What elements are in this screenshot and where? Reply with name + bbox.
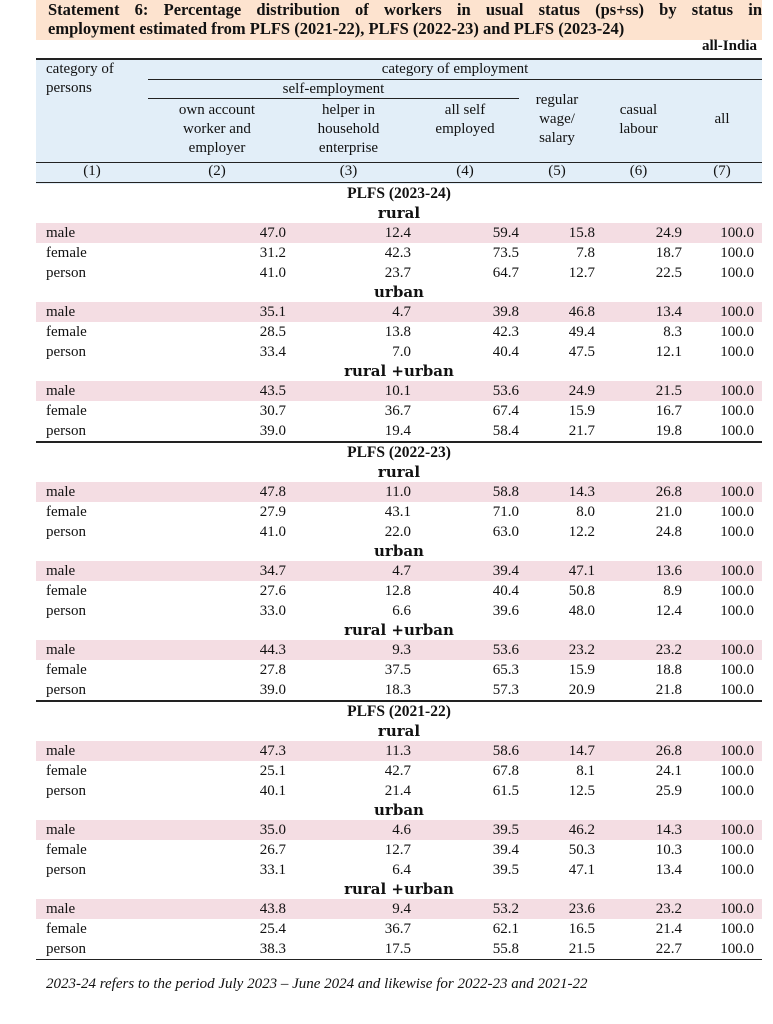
cell-own-account: 31.2 [259, 244, 286, 261]
cell-regular-wage: 14.7 [568, 742, 595, 759]
group-title: rural +urban [344, 621, 454, 639]
colnum-7: (7) [713, 163, 731, 179]
cell-all: 100.0 [720, 244, 754, 261]
cell-all: 100.0 [720, 900, 754, 917]
cell-regular-wage: 50.8 [568, 582, 595, 599]
cell-own-account: 43.8 [259, 900, 286, 917]
cell-own-account: 28.5 [259, 323, 286, 340]
self-employment-rule [148, 98, 519, 99]
header-bottom-rule [36, 182, 762, 183]
cell-category: female [46, 503, 87, 520]
table-row [36, 342, 762, 362]
col3-header-l1: helper in [322, 102, 375, 118]
cell-regular-wage: 20.9 [568, 681, 595, 698]
col2-header-l2: worker and [183, 121, 251, 137]
table-row [36, 401, 762, 421]
cell-all: 100.0 [720, 742, 754, 759]
section-title: PLFS (2023-24) [347, 185, 451, 202]
cell-helper: 10.1 [384, 382, 411, 399]
cell-helper: 11.3 [385, 742, 411, 759]
cell-casual-labour: 26.8 [655, 742, 682, 759]
cell-category: female [46, 920, 87, 937]
cell-all-self-employed: 55.8 [492, 940, 519, 957]
cell-helper: 12.8 [384, 582, 411, 599]
cell-casual-labour: 24.8 [655, 523, 682, 540]
cell-casual-labour: 14.3 [655, 821, 682, 838]
table-row [36, 939, 762, 959]
footnote: 2023-24 refers to the period July 2023 – June 2024 and likewise for 2022-23 and 2021-22 [46, 976, 588, 992]
cell-helper: 18.3 [384, 681, 411, 698]
cell-helper: 4.6 [392, 821, 411, 838]
cell-category: female [46, 582, 87, 599]
cell-all-self-employed: 40.4 [492, 343, 519, 360]
cell-helper: 4.7 [392, 303, 411, 320]
cell-all: 100.0 [720, 641, 754, 658]
cell-helper: 9.3 [392, 641, 411, 658]
table-row [36, 781, 762, 801]
cell-casual-labour: 21.5 [655, 382, 682, 399]
cell-casual-labour: 19.8 [655, 422, 682, 439]
table-row [36, 840, 762, 860]
cell-regular-wage: 8.1 [576, 762, 595, 779]
cell-category: person [46, 940, 86, 957]
cell-all-self-employed: 57.3 [492, 681, 519, 698]
col5-header-l1: regular [535, 92, 579, 108]
cell-all: 100.0 [720, 224, 754, 241]
cell-casual-labour: 10.3 [655, 841, 682, 858]
cell-all: 100.0 [720, 661, 754, 678]
cell-all-self-employed: 40.4 [492, 582, 519, 599]
cell-regular-wage: 47.5 [568, 343, 595, 360]
table-row [36, 482, 762, 502]
cell-regular-wage: 50.3 [568, 841, 595, 858]
cell-category: female [46, 323, 87, 340]
cell-all: 100.0 [720, 303, 754, 320]
cell-own-account: 47.3 [259, 742, 286, 759]
cell-regular-wage: 46.8 [568, 303, 595, 320]
col2-header-l1: own account [178, 102, 256, 118]
cell-regular-wage: 49.4 [568, 323, 595, 340]
cell-casual-labour: 12.4 [655, 602, 682, 619]
table-row [36, 581, 762, 601]
cell-category: male [46, 821, 76, 838]
cell-all-self-employed: 39.6 [492, 602, 519, 619]
cell-regular-wage: 15.8 [568, 224, 595, 241]
table-row [36, 820, 762, 840]
cell-all: 100.0 [720, 562, 754, 579]
cell-all: 100.0 [720, 940, 754, 957]
table-section [36, 184, 762, 443]
cell-all: 100.0 [720, 821, 754, 838]
cell-regular-wage: 23.2 [568, 641, 595, 658]
cell-all-self-employed: 63.0 [492, 523, 519, 540]
table-row [36, 322, 762, 342]
table-header [36, 58, 762, 184]
cell-helper: 43.1 [384, 503, 411, 520]
cell-helper: 9.4 [392, 900, 411, 917]
section-title: PLFS (2022-23) [347, 444, 451, 461]
col3-header-l3: enterprise [318, 140, 379, 156]
cell-own-account: 26.7 [259, 841, 286, 858]
cell-regular-wage: 12.5 [568, 782, 595, 799]
cell-own-account: 44.3 [259, 641, 286, 658]
colnum-1: (1) [83, 163, 101, 179]
table-row [36, 860, 762, 880]
cell-all: 100.0 [720, 422, 754, 439]
cell-regular-wage: 14.3 [568, 483, 595, 500]
cell-own-account: 47.0 [259, 224, 286, 241]
group-title: rural [377, 463, 421, 481]
cell-helper: 12.7 [384, 841, 411, 858]
cell-own-account: 27.8 [259, 661, 286, 678]
cell-category: male [46, 641, 76, 658]
cell-casual-labour: 13.4 [655, 303, 682, 320]
cell-all-self-employed: 67.4 [492, 402, 519, 419]
cell-category: person [46, 422, 86, 439]
cell-all-self-employed: 39.4 [492, 562, 519, 579]
cell-category: male [46, 562, 76, 579]
cell-own-account: 35.0 [259, 821, 286, 838]
table-row [36, 381, 762, 401]
col5-header-l3: salary [539, 130, 575, 146]
cell-regular-wage: 16.5 [568, 920, 595, 937]
distribution-table [36, 58, 762, 960]
cell-casual-labour: 8.9 [663, 582, 682, 599]
col1-header-l1: category of [46, 61, 114, 77]
cell-all-self-employed: 53.2 [492, 900, 519, 917]
table-row [36, 899, 762, 919]
cell-casual-labour: 8.3 [663, 323, 682, 340]
category-of-employment-header: category of employment [381, 61, 529, 77]
cell-all-self-employed: 53.6 [492, 382, 519, 399]
cell-all-self-employed: 39.5 [492, 821, 519, 838]
cell-all: 100.0 [720, 861, 754, 878]
cell-all-self-employed: 39.8 [492, 303, 519, 320]
cell-all-self-employed: 39.5 [492, 861, 519, 878]
cell-category: female [46, 661, 87, 678]
cell-helper: 11.0 [385, 483, 411, 500]
cell-category: person [46, 861, 86, 878]
group-title: urban [374, 542, 424, 560]
colnum-5: (5) [548, 163, 566, 179]
cell-casual-labour: 21.4 [655, 920, 682, 937]
table-row [36, 421, 762, 441]
cell-all-self-employed: 71.0 [492, 503, 519, 520]
cell-all: 100.0 [720, 382, 754, 399]
colnum-3: (3) [339, 163, 358, 179]
cell-regular-wage: 47.1 [568, 562, 595, 579]
cell-casual-labour: 23.2 [655, 900, 682, 917]
cell-helper: 6.6 [392, 602, 411, 619]
colnum-4: (4) [456, 163, 474, 179]
cell-category: male [46, 742, 76, 759]
cell-all: 100.0 [720, 323, 754, 340]
cell-casual-labour: 12.1 [655, 343, 682, 360]
cell-helper: 42.3 [384, 244, 411, 261]
cell-all: 100.0 [720, 582, 754, 599]
cell-all: 100.0 [720, 782, 754, 799]
cell-all-self-employed: 58.6 [492, 742, 519, 759]
col1-header-l2: persons [46, 80, 92, 96]
cell-helper: 13.8 [384, 323, 411, 340]
cell-helper: 23.7 [384, 264, 411, 281]
cell-helper: 12.4 [384, 224, 411, 241]
cell-all: 100.0 [720, 762, 754, 779]
cell-category: male [46, 224, 76, 241]
col6-header-l1: casual [619, 102, 658, 118]
cell-own-account: 34.7 [259, 562, 286, 579]
cell-category: person [46, 782, 86, 799]
table-row [36, 561, 762, 581]
table-row [36, 223, 762, 243]
col4-header [411, 101, 519, 139]
cell-all-self-employed: 65.3 [492, 661, 519, 678]
table-row [36, 761, 762, 781]
col6-header [595, 101, 682, 139]
cell-own-account: 30.7 [259, 402, 286, 419]
table-row [36, 601, 762, 621]
cell-all-self-employed: 58.4 [492, 422, 519, 439]
table-row [36, 741, 762, 761]
col6-header-l2: labour [619, 121, 658, 137]
cell-regular-wage: 23.6 [568, 900, 595, 917]
group-title: urban [374, 801, 424, 819]
table-section [36, 702, 762, 960]
cell-helper: 4.7 [392, 562, 411, 579]
cell-regular-wage: 12.2 [568, 523, 595, 540]
col3-header [286, 101, 411, 158]
region-label: all-India [701, 38, 757, 54]
cell-helper: 36.7 [384, 920, 411, 937]
colnum-2: (2) [208, 163, 226, 179]
cell-own-account: 33.0 [259, 602, 286, 619]
cell-all: 100.0 [720, 503, 754, 520]
group-title: rural +urban [344, 362, 454, 380]
cell-helper: 7.0 [392, 343, 411, 360]
cell-regular-wage: 48.0 [568, 602, 595, 619]
title-line-1: Statement 6: Percentage distribution of workers in usual status (ps+ss) by status in [48, 0, 762, 19]
cell-helper: 6.4 [392, 861, 411, 878]
col4-header-l2: employed [435, 121, 495, 137]
col5-header [519, 91, 595, 148]
statement-title [36, 0, 762, 40]
cell-all: 100.0 [720, 681, 754, 698]
cell-category: female [46, 841, 87, 858]
cell-category: male [46, 483, 76, 500]
cell-casual-labour: 24.1 [655, 762, 682, 779]
col7-header: all [714, 111, 730, 127]
table-row [36, 243, 762, 263]
cell-casual-labour: 22.5 [655, 264, 682, 281]
cell-own-account: 27.6 [259, 582, 286, 599]
cell-all-self-employed: 73.5 [492, 244, 519, 261]
cell-regular-wage: 15.9 [568, 402, 595, 419]
cell-casual-labour: 23.2 [655, 641, 682, 658]
cell-category: person [46, 264, 86, 281]
cell-casual-labour: 16.7 [655, 402, 682, 419]
cell-casual-labour: 13.4 [655, 861, 682, 878]
cell-casual-labour: 24.9 [655, 224, 682, 241]
title-line-2: employment estimated from PLFS (2021-22), PLFS (2022-23) and PLFS (2023-24) [48, 19, 625, 38]
cell-casual-labour: 21.0 [655, 503, 682, 520]
cell-regular-wage: 24.9 [568, 382, 595, 399]
cell-own-account: 43.5 [259, 382, 286, 399]
cell-own-account: 38.3 [259, 940, 286, 957]
cell-own-account: 27.9 [259, 503, 286, 520]
cell-category: male [46, 382, 76, 399]
table-row [36, 680, 762, 700]
cell-own-account: 39.0 [259, 681, 286, 698]
group-title: urban [374, 283, 424, 301]
cell-all-self-employed: 64.7 [492, 264, 519, 281]
cell-casual-labour: 22.7 [655, 940, 682, 957]
cell-all: 100.0 [720, 264, 754, 281]
cell-all-self-employed: 58.8 [492, 483, 519, 500]
cell-regular-wage: 12.7 [568, 264, 595, 281]
cell-helper: 22.0 [384, 523, 411, 540]
cell-regular-wage: 47.1 [568, 861, 595, 878]
cell-all-self-employed: 42.3 [492, 323, 519, 340]
cell-all-self-employed: 59.4 [492, 224, 519, 241]
table-row [36, 660, 762, 680]
cell-casual-labour: 13.6 [655, 562, 682, 579]
cell-casual-labour: 18.7 [655, 244, 682, 261]
cell-category: female [46, 402, 87, 419]
cell-own-account: 41.0 [259, 264, 286, 281]
cell-category: male [46, 303, 76, 320]
cell-all: 100.0 [720, 523, 754, 540]
cell-helper: 21.4 [384, 782, 411, 799]
cell-category: person [46, 523, 86, 540]
table-section [36, 443, 762, 702]
cell-helper: 19.4 [384, 422, 411, 439]
cell-regular-wage: 46.2 [568, 821, 595, 838]
cell-casual-labour: 26.8 [655, 483, 682, 500]
colnum-6: (6) [629, 163, 648, 179]
col5-header-l2: wage/ [539, 111, 575, 127]
cell-own-account: 41.0 [259, 523, 286, 540]
cell-all-self-employed: 67.8 [492, 762, 519, 779]
col2-header-l3: employer [188, 140, 246, 156]
table-row [36, 302, 762, 322]
cell-regular-wage: 8.0 [576, 503, 595, 520]
section-title: PLFS (2021-22) [347, 703, 451, 720]
cell-helper: 37.5 [384, 661, 411, 678]
table-row [36, 502, 762, 522]
cell-own-account: 33.4 [259, 343, 286, 360]
group-title: rural +urban [344, 880, 454, 898]
col2-header [148, 101, 286, 158]
cell-own-account: 25.1 [259, 762, 286, 779]
table-row [36, 919, 762, 939]
table-body [36, 184, 762, 960]
self-employment-header: self-employment [282, 81, 385, 97]
col4-header-l1: all self [444, 102, 486, 118]
group-title: rural [377, 722, 421, 740]
cell-casual-labour: 21.8 [655, 681, 682, 698]
cell-all: 100.0 [720, 343, 754, 360]
col3-header-l2: household [317, 121, 380, 137]
cell-own-account: 39.0 [259, 422, 286, 439]
cell-all-self-employed: 53.6 [492, 641, 519, 658]
group-title: rural [377, 204, 421, 222]
cell-all: 100.0 [720, 920, 754, 937]
cell-regular-wage: 21.5 [568, 940, 595, 957]
cell-category: female [46, 244, 87, 261]
cell-own-account: 40.1 [259, 782, 286, 799]
cell-all-self-employed: 62.1 [492, 920, 519, 937]
cell-all-self-employed: 39.4 [492, 841, 519, 858]
cell-all: 100.0 [720, 602, 754, 619]
cell-all-self-employed: 61.5 [492, 782, 519, 799]
cell-regular-wage: 21.7 [568, 422, 595, 439]
table-row [36, 522, 762, 542]
cell-category: male [46, 900, 76, 917]
cell-all: 100.0 [720, 841, 754, 858]
cell-helper: 42.7 [384, 762, 411, 779]
cell-regular-wage: 7.8 [576, 244, 595, 261]
cell-category: person [46, 343, 86, 360]
table-row [36, 263, 762, 283]
table-row [36, 640, 762, 660]
cell-casual-labour: 25.9 [655, 782, 682, 799]
cell-all: 100.0 [720, 483, 754, 500]
cell-own-account: 35.1 [259, 303, 286, 320]
col1-header [46, 60, 114, 98]
cell-helper: 17.5 [384, 940, 411, 957]
cell-own-account: 33.1 [259, 861, 286, 878]
cell-category: person [46, 681, 86, 698]
cell-casual-labour: 18.8 [655, 661, 682, 678]
cell-all: 100.0 [720, 402, 754, 419]
cell-category: person [46, 602, 86, 619]
cell-category: female [46, 762, 87, 779]
cell-own-account: 25.4 [259, 920, 286, 937]
cell-helper: 36.7 [384, 402, 411, 419]
cell-regular-wage: 15.9 [568, 661, 595, 678]
cell-own-account: 47.8 [259, 483, 286, 500]
